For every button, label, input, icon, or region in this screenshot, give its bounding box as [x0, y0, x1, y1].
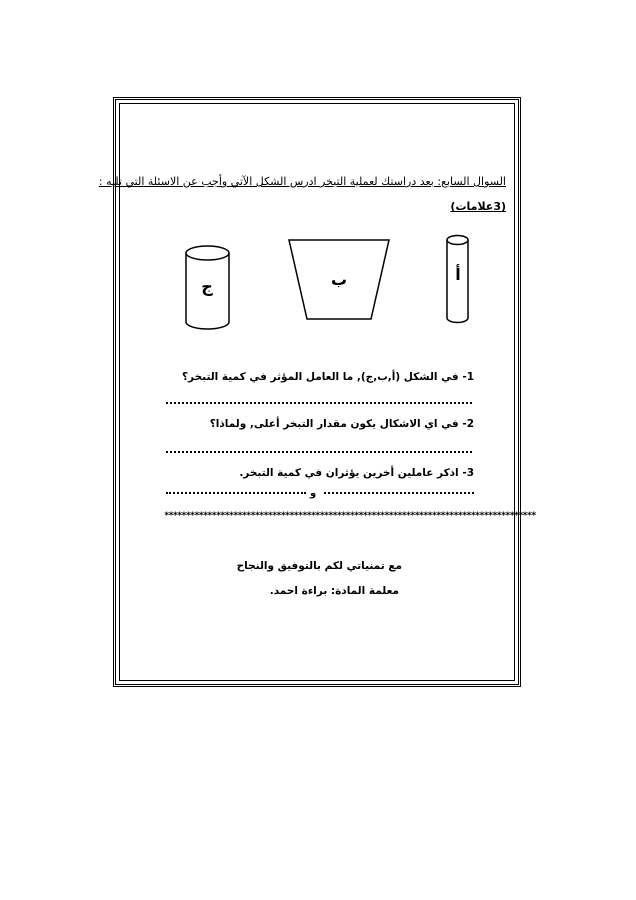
answer-line-3b [324, 492, 474, 494]
question-item-2: 2- في اي الاشكال يكون مقدار التبخر أعلى, ولماذا؟ [209, 418, 474, 430]
answer-3-joiner: و [310, 488, 317, 499]
shape-a-label: أ [455, 265, 461, 284]
question-item-3: 3- اذكر عاملين أخرين يؤثران في كمية التبخر. [239, 467, 474, 479]
shape-b-label: ب [330, 270, 348, 289]
answer-line-3a [166, 492, 306, 494]
answer-line-1 [166, 402, 472, 404]
question-marks: (3علامات) [450, 200, 506, 213]
teacher-signature: معلمة المادة: براءة احمد. [269, 585, 399, 597]
answer-line-2 [166, 451, 472, 453]
closing-wish: مع تمنياتي لكم بالتوفيق والنجاح [236, 560, 402, 572]
star-separator: ************************************************************************************** [164, 511, 536, 521]
shape-c-label: ج [201, 277, 213, 296]
question-item-1: 1- في الشكل (أ,ب,ج), ما العامل المؤثر في كمية التبخر؟ [181, 371, 474, 383]
question-title: السوال السابع: بعد دراستك لعملية التبخر ادرس الشكل الآتي وأجب عن الاسئلة التي تليه : [98, 175, 506, 188]
